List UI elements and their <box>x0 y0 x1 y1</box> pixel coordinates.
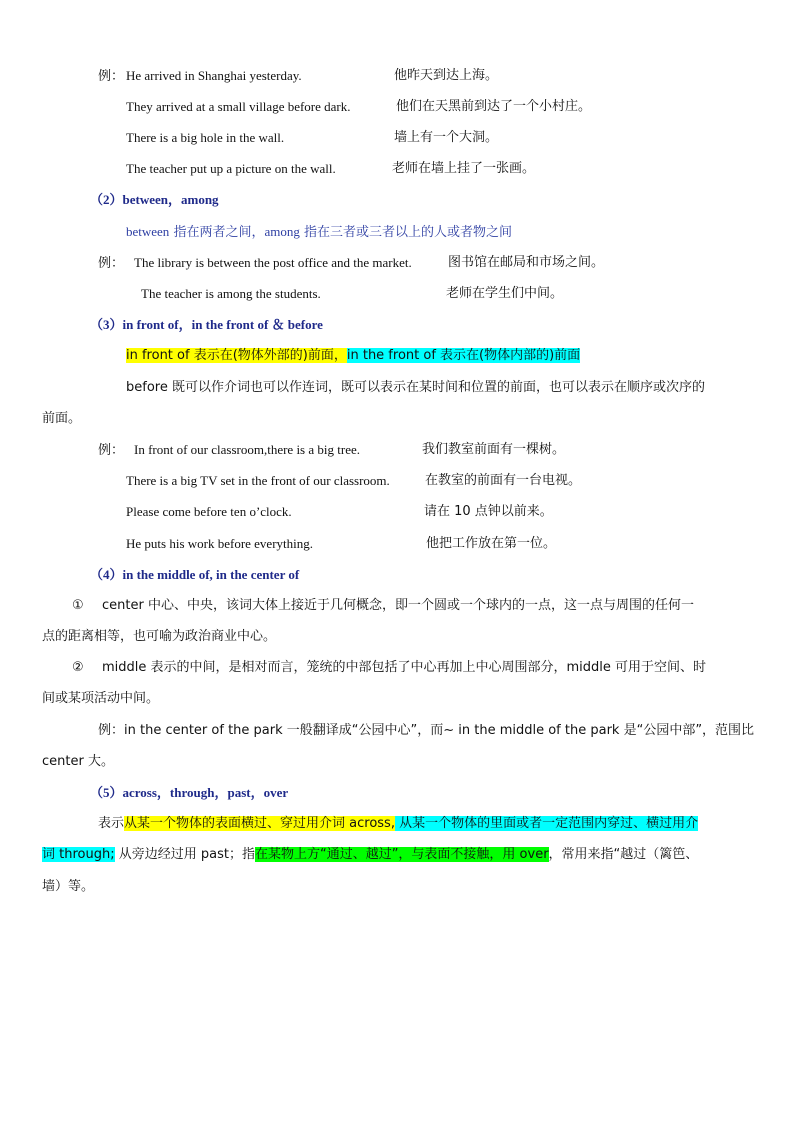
paragraph-line: 墙）等。 <box>42 879 95 894</box>
example-en: The teacher is among the students. <box>141 286 321 301</box>
paragraph-line: center 大。 <box>42 754 114 769</box>
text: 表示 <box>98 816 125 831</box>
example-zh: 请在 10 点钟以前来。 <box>424 504 553 519</box>
highlight-cyan: in the front of 表示在(物体内部的)前面 <box>346 348 581 363</box>
paragraph-line: 前面。 <box>42 411 82 426</box>
example-zh: 图书馆在邮局和市场之间。 <box>448 255 605 270</box>
example-zh: 墙上有一个大洞。 <box>394 130 499 145</box>
section-heading: （5）across，through，past，over <box>90 785 289 800</box>
highlight-yellow: in front of 表示在(物体外部的)前面， <box>126 348 347 363</box>
paragraph-line <box>42 846 698 864</box>
paragraph-line <box>98 815 698 833</box>
term-among: among <box>264 224 300 239</box>
example-en: Please come before ten o’clock. <box>126 504 292 519</box>
section-heading: （2）between，among <box>90 192 219 207</box>
paragraph-line: center 中心、中央，该词大体上接近于几何概念，即一个圆或一个球内的一点，这一点与周围的任何一 <box>102 598 694 613</box>
circled-number: ② <box>72 660 84 675</box>
highlight-cyan: 从某一个物体的里面或者一定范围内穿过、横过用介 <box>394 816 699 831</box>
example-en: In front of our classroom,there is a big tree. <box>134 442 360 457</box>
example-label: 例： <box>98 255 125 270</box>
example-en: The library is between the post office and the market. <box>134 255 412 270</box>
example-en: He arrived in Shanghai yesterday. <box>126 68 302 83</box>
text: ，常用来指“越过（篱笆、 <box>548 847 699 862</box>
example-zh: 他昨天到达上海。 <box>394 68 499 83</box>
example-zh: 他把工作放在第一位。 <box>426 536 557 551</box>
text: 从旁边经过用 past；指 <box>114 847 255 862</box>
circled-number: ① <box>72 598 84 613</box>
example-en: They arrived at a small village before dark. <box>126 99 351 114</box>
paragraph-line: 间或某项活动中间。 <box>42 691 160 706</box>
example-en: The teacher put up a picture on the wall. <box>126 161 336 176</box>
example-en: There is a big hole in the wall. <box>126 130 285 145</box>
example-zh: 在教室的前面有一台电视。 <box>425 473 582 488</box>
example-label: 例： <box>98 68 125 83</box>
desc-text: 指在三者或三者以上的人或者物之间 <box>299 225 512 240</box>
paragraph-line: 例：in the center of the park 一般翻译成“公园中心”，而~ in the middle of the park 是“公园中部”，范围比 <box>98 723 755 738</box>
example-zh: 老师在学生们中间。 <box>446 286 564 301</box>
desc-text: 指在两者之间， <box>169 225 265 240</box>
paragraph-line: 点的距离相等，也可喻为政治商业中心。 <box>42 629 277 644</box>
highlight-yellow: 从某一个物体的表面横过、穿过用介词 across, <box>124 816 395 831</box>
paragraph-line: middle 表示的中间，是相对而言，笼统的中部包括了中心再加上中心周围部分，middle 可用于空间、时 <box>102 660 707 675</box>
example-en: He puts his work before everything. <box>126 536 314 551</box>
paragraph-line: before 既可以作介词也可以作连词，既可以表示在某时间和位置的前面，也可以表示在顺序或次序的 <box>126 380 705 395</box>
example-en: There is a big TV set in the front of our classroom. <box>126 473 390 488</box>
section-description <box>126 223 512 242</box>
example-zh: 我们教室前面有一棵树。 <box>422 442 566 457</box>
highlight-line <box>126 347 580 365</box>
highlight-green: 在某物上方“通过、越过”，与表面不接触，用 over <box>254 847 549 862</box>
example-zh: 他们在天黑前到达了一个小村庄。 <box>396 99 592 114</box>
highlight-cyan: 词 through; <box>42 847 115 862</box>
example-zh: 老师在墙上挂了一张画。 <box>392 161 536 176</box>
section-heading: （3）in front of，in the front of ＆ before <box>90 317 323 332</box>
term-between: between <box>126 224 170 239</box>
example-label: 例： <box>98 442 125 457</box>
section-heading: （4）in the middle of, in the center of <box>90 567 300 582</box>
